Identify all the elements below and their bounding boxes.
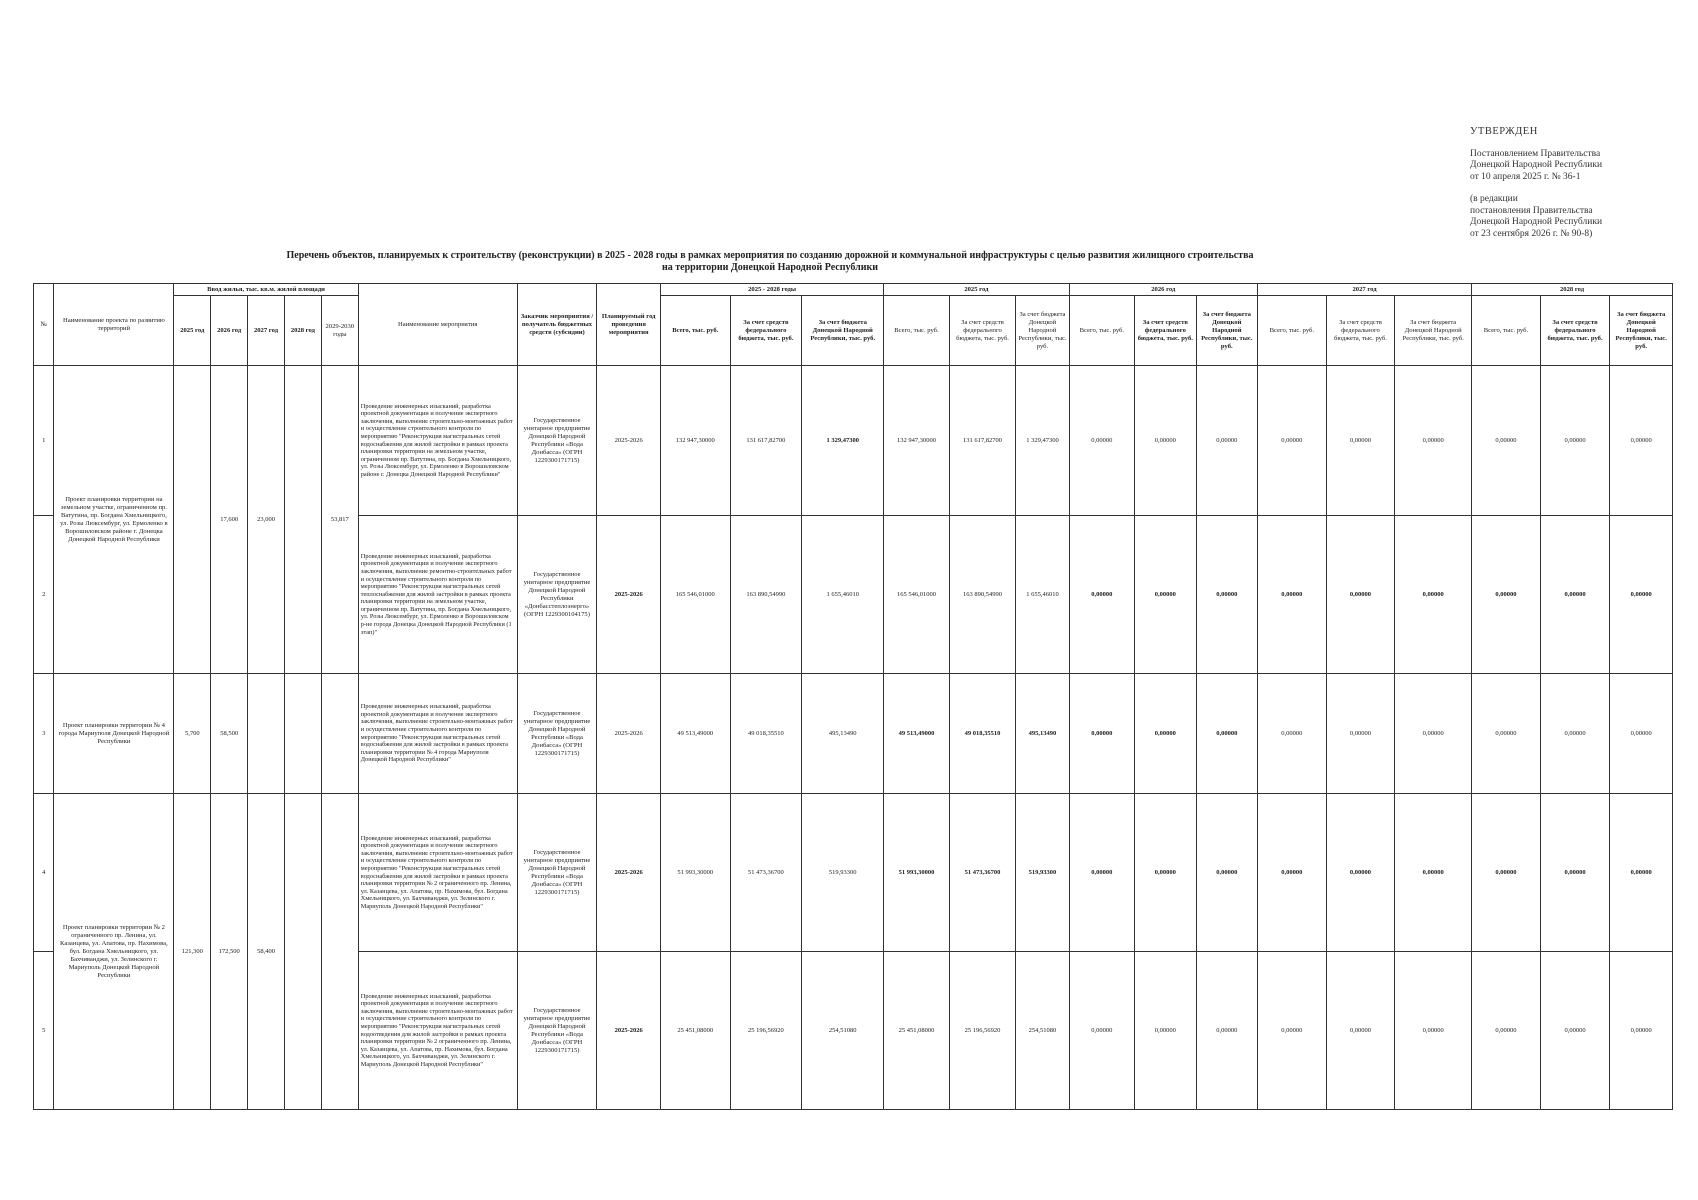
dnr-all: 1 655,46010: [802, 516, 884, 674]
dnr-2026: 0,00000: [1196, 516, 1257, 674]
dnr-all: 495,13490: [802, 674, 884, 794]
total-2025: 49 513,49000: [884, 674, 950, 794]
approval-line: (в редакции: [1470, 194, 1518, 204]
federal-2025: 131 617,82700: [949, 366, 1016, 516]
federal-2027: 0,00000: [1326, 674, 1395, 794]
federal-2028: 0,00000: [1540, 366, 1610, 516]
approval-block: [1470, 126, 1685, 240]
housing-2027: 58,400: [248, 794, 285, 1110]
col-header-federal-all: За счет средств федерального бюджета, тыс. руб.: [730, 296, 802, 366]
customer-name: Государственное унитарное предприятие Донецкой Народной Республики «Вода Донбасса» (ОГРН 1229300171715): [517, 366, 597, 516]
total-2028: 0,00000: [1472, 516, 1541, 674]
dnr-2028: 0,00000: [1610, 952, 1673, 1110]
col-header-dnr-2028: За счет бюджета Донецкой Народной Республики, тыс. руб.: [1610, 296, 1673, 366]
col-header-federal-2026: За счет средств федерального бюджета, тыс. руб.: [1135, 296, 1196, 366]
dnr-2027: 0,00000: [1395, 516, 1472, 674]
total-2028: 0,00000: [1472, 952, 1541, 1110]
total-all: 25 451,08000: [660, 952, 730, 1110]
federal-2028: 0,00000: [1540, 674, 1610, 794]
dnr-2025: 254,51080: [1016, 952, 1069, 1110]
total-all: 51 993,30000: [660, 794, 730, 952]
federal-2025: 51 473,36700: [949, 794, 1016, 952]
col-header-project: Наименование проекта по развитию территорий: [54, 284, 174, 366]
dnr-2027: 0,00000: [1395, 366, 1472, 516]
measure-name: Проведение инженерных изысканий, разработка проектной документации и получение экспертного заключения, выполнение строительно-монтажных работ и осуществление строительного контроля по мероприятию "Реконструкция магистральных сетей водоотведения для жилой застройки в рамках проекта планировки территории № 2 ограниченного пр. Ленина, ул. Казанцева, ул. Апатова, пр. Нахимова, бул. Богдана Хмельницкого, ул. Бахчиванджи, ул. Зелинского г. Мариуполь Донецкой Народной Республики": [358, 952, 517, 1110]
dnr-2028: 0,00000: [1610, 674, 1673, 794]
total-2028: 0,00000: [1472, 794, 1541, 952]
col-header-housing-2027: 2027 год: [248, 296, 285, 366]
housing-2025: 121,300: [174, 794, 211, 1110]
row-number: 2: [34, 516, 54, 674]
col-header-federal-2028: За счет средств федерального бюджета, тыс. руб.: [1540, 296, 1610, 366]
dnr-all: 254,51080: [802, 952, 884, 1110]
row-number: 1: [34, 366, 54, 516]
federal-all: 49 018,35510: [730, 674, 802, 794]
dnr-2027: 0,00000: [1395, 794, 1472, 952]
customer-name: Государственное унитарное предприятие Донецкой Народной Республики «Донбасстеплоэнерго» (ОГРН 1229300104175): [517, 516, 597, 674]
approval-line: Донецкой Народной Республики: [1470, 217, 1603, 227]
federal-2025: 49 018,35510: [949, 674, 1016, 794]
project-name: Проект планировки территории № 2 ограниченного пр. Ленина, ул. Казанцева, ул. Апатова, пр. Нахимова, бул. Богдана Хмельницкого, ул. Бахчиванджи, ул. Зелинского г. Мариуполь Донецкой Народной Республики: [54, 794, 174, 1110]
total-2026: 0,00000: [1069, 674, 1135, 794]
dnr-2025: 1 655,46010: [1016, 516, 1069, 674]
housing-2028: [284, 674, 321, 794]
federal-2027: 0,00000: [1326, 794, 1395, 952]
approval-line: Донецкой Народной Республики: [1470, 160, 1603, 170]
col-header-total-2027: Всего, тыс. руб.: [1258, 296, 1327, 366]
row-number: 5: [34, 952, 54, 1110]
federal-2027: 0,00000: [1326, 952, 1395, 1110]
col-header-dnr-2027: За счет бюджета Донецкой Народной Республики, тыс. руб.: [1395, 296, 1472, 366]
total-2026: 0,00000: [1069, 366, 1135, 516]
federal-2027: 0,00000: [1326, 366, 1395, 516]
federal-2028: 0,00000: [1540, 952, 1610, 1110]
total-all: 132 947,30000: [660, 366, 730, 516]
dnr-2026: 0,00000: [1196, 794, 1257, 952]
col-header-total-2026: Всего, тыс. руб.: [1069, 296, 1135, 366]
objects-table: [33, 283, 1673, 1110]
total-2028: 0,00000: [1472, 674, 1541, 794]
federal-2025: 163 890,54990: [949, 516, 1016, 674]
federal-2026: 0,00000: [1135, 516, 1196, 674]
dnr-2025: 1 329,47300: [1016, 366, 1069, 516]
housing-2026: 58,500: [211, 674, 248, 794]
housing-2028: [284, 366, 321, 674]
housing-2025: 5,700: [174, 674, 211, 794]
customer-name: Государственное унитарное предприятие Донецкой Народной Республики «Вода Донбасса» (ОГРН 1229300171715): [517, 794, 597, 952]
dnr-2028: 0,00000: [1610, 516, 1673, 674]
col-header-dnr-2025: За счет бюджета Донецкой Народной Республики, тыс. руб.: [1016, 296, 1069, 366]
total-2025: 25 451,08000: [884, 952, 950, 1110]
col-header-customer: Заказчик мероприятия / получатель бюджетных средств (субсидии): [517, 284, 597, 366]
dnr-2026: 0,00000: [1196, 952, 1257, 1110]
dnr-2025: 495,13490: [1016, 674, 1069, 794]
approval-line: Постановлением Правительства: [1470, 148, 1601, 159]
federal-2026: 0,00000: [1135, 794, 1196, 952]
federal-2028: 0,00000: [1540, 794, 1610, 952]
housing-2026: 17,600: [211, 366, 248, 674]
measure-name: Проведение инженерных изысканий, разработка проектной документации и получение экспертного заключения, выполнение строительно-монтажных работ и осуществление строительного контроля по мероприятию "Реконструкция магистральных сетей водоснабжения для жилой застройки в рамках проекта планировки территории № 2 ограниченного пр. Ленина, ул. Казанцева, ул. Апатова, пр. Нахимова, бул. Богдана Хмельницкого, ул. Бахчиванджи, ул. Зелинского г. Мариуполь Донецкой Народной Республики": [358, 794, 517, 952]
federal-2026: 0,00000: [1135, 366, 1196, 516]
row-number: 4: [34, 794, 54, 952]
col-header-housing-2028: 2028 год: [284, 296, 321, 366]
total-2025: 51 993,30000: [884, 794, 950, 952]
approval-line: от 10 апреля 2025 г. № 36-1: [1470, 171, 1581, 182]
total-all: 165 546,01000: [660, 516, 730, 674]
federal-all: 131 617,82700: [730, 366, 802, 516]
table-row: [34, 674, 1673, 794]
col-header-2027: 2027 год: [1258, 284, 1472, 296]
total-2027: 0,00000: [1258, 952, 1327, 1110]
total-2025: 132 947,30000: [884, 366, 950, 516]
housing-2029-2030: [321, 794, 358, 1110]
total-2027: 0,00000: [1258, 366, 1327, 516]
col-header-2025: 2025 год: [884, 284, 1069, 296]
dnr-2028: 0,00000: [1610, 794, 1673, 952]
col-header-dnr-2026: За счет бюджета Донецкой Народной Республики, тыс. руб.: [1196, 296, 1257, 366]
dnr-2025: 519,93300: [1016, 794, 1069, 952]
total-2027: 0,00000: [1258, 516, 1327, 674]
federal-2027: 0,00000: [1326, 516, 1395, 674]
document-title-line: на территории Донецкой Народной Республики: [662, 262, 878, 273]
dnr-2026: 0,00000: [1196, 366, 1257, 516]
dnr-all: 1 329,47300: [802, 366, 884, 516]
federal-2026: 0,00000: [1135, 952, 1196, 1110]
col-header-total-all: Всего, тыс. руб.: [660, 296, 730, 366]
document-title-line: Перечень объектов, планируемых к строительству (реконструкции) в 2025 - 2028 годы в рамках мероприятия по созданию дорожной и коммунальной инфраструктуры с целью развития жилищного строительства: [286, 250, 1254, 261]
approval-line: постановления Правительства: [1470, 205, 1593, 216]
dnr-2028: 0,00000: [1610, 366, 1673, 516]
total-2026: 0,00000: [1069, 794, 1135, 952]
federal-all: 51 473,36700: [730, 794, 802, 952]
period: 2025-2026: [597, 366, 661, 516]
col-header-2026: 2026 год: [1069, 284, 1257, 296]
housing-2028: [284, 794, 321, 1110]
project-name: Проект планировки территории на земельном участке, ограниченном пр. Ватутина, пр. Богдана Хмельницкого, ул. Розы Люксембург, ул. Ермоленко в Ворошиловском районе г. Донецка Донецкой Народной Республики: [54, 366, 174, 674]
col-header-no: №: [34, 284, 54, 366]
total-2026: 0,00000: [1069, 952, 1135, 1110]
table-row: [34, 794, 1673, 952]
col-header-total-2028: Всего, тыс. руб.: [1472, 296, 1541, 366]
col-header-housing-2029-2030: 2029-2030 годы: [321, 296, 358, 366]
dnr-all: 519,93300: [802, 794, 884, 952]
period: 2025-2026: [597, 516, 661, 674]
total-2027: 0,00000: [1258, 674, 1327, 794]
housing-2027: 23,000: [248, 366, 285, 674]
col-header-measure: Наименование мероприятия: [358, 284, 517, 366]
col-header-housing-2026: 2026 год: [211, 296, 248, 366]
federal-2026: 0,00000: [1135, 674, 1196, 794]
col-header-period: Планируемый год проведения мероприятия: [597, 284, 661, 366]
period: 2025-2026: [597, 674, 661, 794]
col-header-total-period: 2025 - 2028 годы: [660, 284, 883, 296]
col-header-total-2025: Всего, тыс. руб.: [884, 296, 950, 366]
approval-stamp: УТВЕРЖДЕН: [1470, 126, 1538, 137]
housing-2025: [174, 366, 211, 674]
col-header-federal-2025: За счет средств федерального бюджета, тыс. руб.: [949, 296, 1016, 366]
measure-name: Проведение инженерных изысканий, разработка проектной документации и получение экспертного заключения, выполнение ремонтно-строительных работ и осуществление строительного контроля по мероприятию "Реконструкция магистральных сетей теплоснабжения для жилой застройки в рамках проекта планировки территории на земельном участке, ограниченном пр. Ватутина, пр. Богдана Хмельницкого, ул. Розы Люксембург, ул. Ермоленко в Ворошиловском р-не города Донецка Донецкой Народной Республики (1 этап)": [358, 516, 517, 674]
document-title: [230, 250, 1310, 274]
table-row: [34, 366, 1673, 516]
dnr-2026: 0,00000: [1196, 674, 1257, 794]
project-name: Проект планировки территории № 4 города Мариуполя Донецкой Народной Республики: [54, 674, 174, 794]
housing-2029-2030: [321, 674, 358, 794]
federal-2025: 25 196,56920: [949, 952, 1016, 1110]
housing-2029-2030: 53,817: [321, 366, 358, 674]
approval-line: от 23 сентября 2026 г. № 90-8): [1470, 228, 1593, 239]
total-2027: 0,00000: [1258, 794, 1327, 952]
total-all: 49 513,49000: [660, 674, 730, 794]
dnr-2027: 0,00000: [1395, 674, 1472, 794]
period: 2025-2026: [597, 794, 661, 952]
dnr-2027: 0,00000: [1395, 952, 1472, 1110]
total-2026: 0,00000: [1069, 516, 1135, 674]
measure-name: Проведение инженерных изысканий, разработка проектной документации и получение экспертного заключения, выполнение строительно-монтажных работ и осуществление строительного контроля по мероприятию "Реконструкция магистральных сетей водоснабжения для жилой застройки в рамках проекта планировки территории на земельном участке, ограниченном пр. Ватутина, пр. Богдана Хмельницкого, ул. Розы Люксембург, ул. Ермоленко в Ворошиловском районе г. Донецка Донецкой Народной Республики": [358, 366, 517, 516]
customer-name: Государственное унитарное предприятие Донецкой Народной Республики «Вода Донбасса» (ОГРН 1229300171715): [517, 952, 597, 1110]
total-2025: 165 546,01000: [884, 516, 950, 674]
measure-name: Проведение инженерных изысканий, разработка проектной документации и получение экспертного заключения, выполнение строительно-монтажных работ и осуществление строительного контроля по мероприятию "Реконструкция магистральных сетей водоснабжения для жилой застройки в рамках проекта планировки территории № 4 города Мариуполя Донецкой Народной Республики": [358, 674, 517, 794]
federal-all: 25 196,56920: [730, 952, 802, 1110]
col-header-2028: 2028 год: [1472, 284, 1673, 296]
customer-name: Государственное унитарное предприятие Донецкой Народной Республики «Вода Донбасса» (ОГРН 1229300171715): [517, 674, 597, 794]
federal-all: 163 890,54990: [730, 516, 802, 674]
housing-2027: [248, 674, 285, 794]
housing-2026: 172,500: [211, 794, 248, 1110]
row-number: 3: [34, 674, 54, 794]
col-header-dnr-all: За счет бюджета Донецкой Народной Республики, тыс. руб.: [802, 296, 884, 366]
period: 2025-2026: [597, 952, 661, 1110]
col-header-housing: Ввод жилья, тыс. кв.м. жилой площади: [174, 284, 358, 296]
total-2028: 0,00000: [1472, 366, 1541, 516]
federal-2028: 0,00000: [1540, 516, 1610, 674]
col-header-housing-2025: 2025 год: [174, 296, 211, 366]
col-header-federal-2027: За счет средств федерального бюджета, тыс. руб.: [1326, 296, 1395, 366]
